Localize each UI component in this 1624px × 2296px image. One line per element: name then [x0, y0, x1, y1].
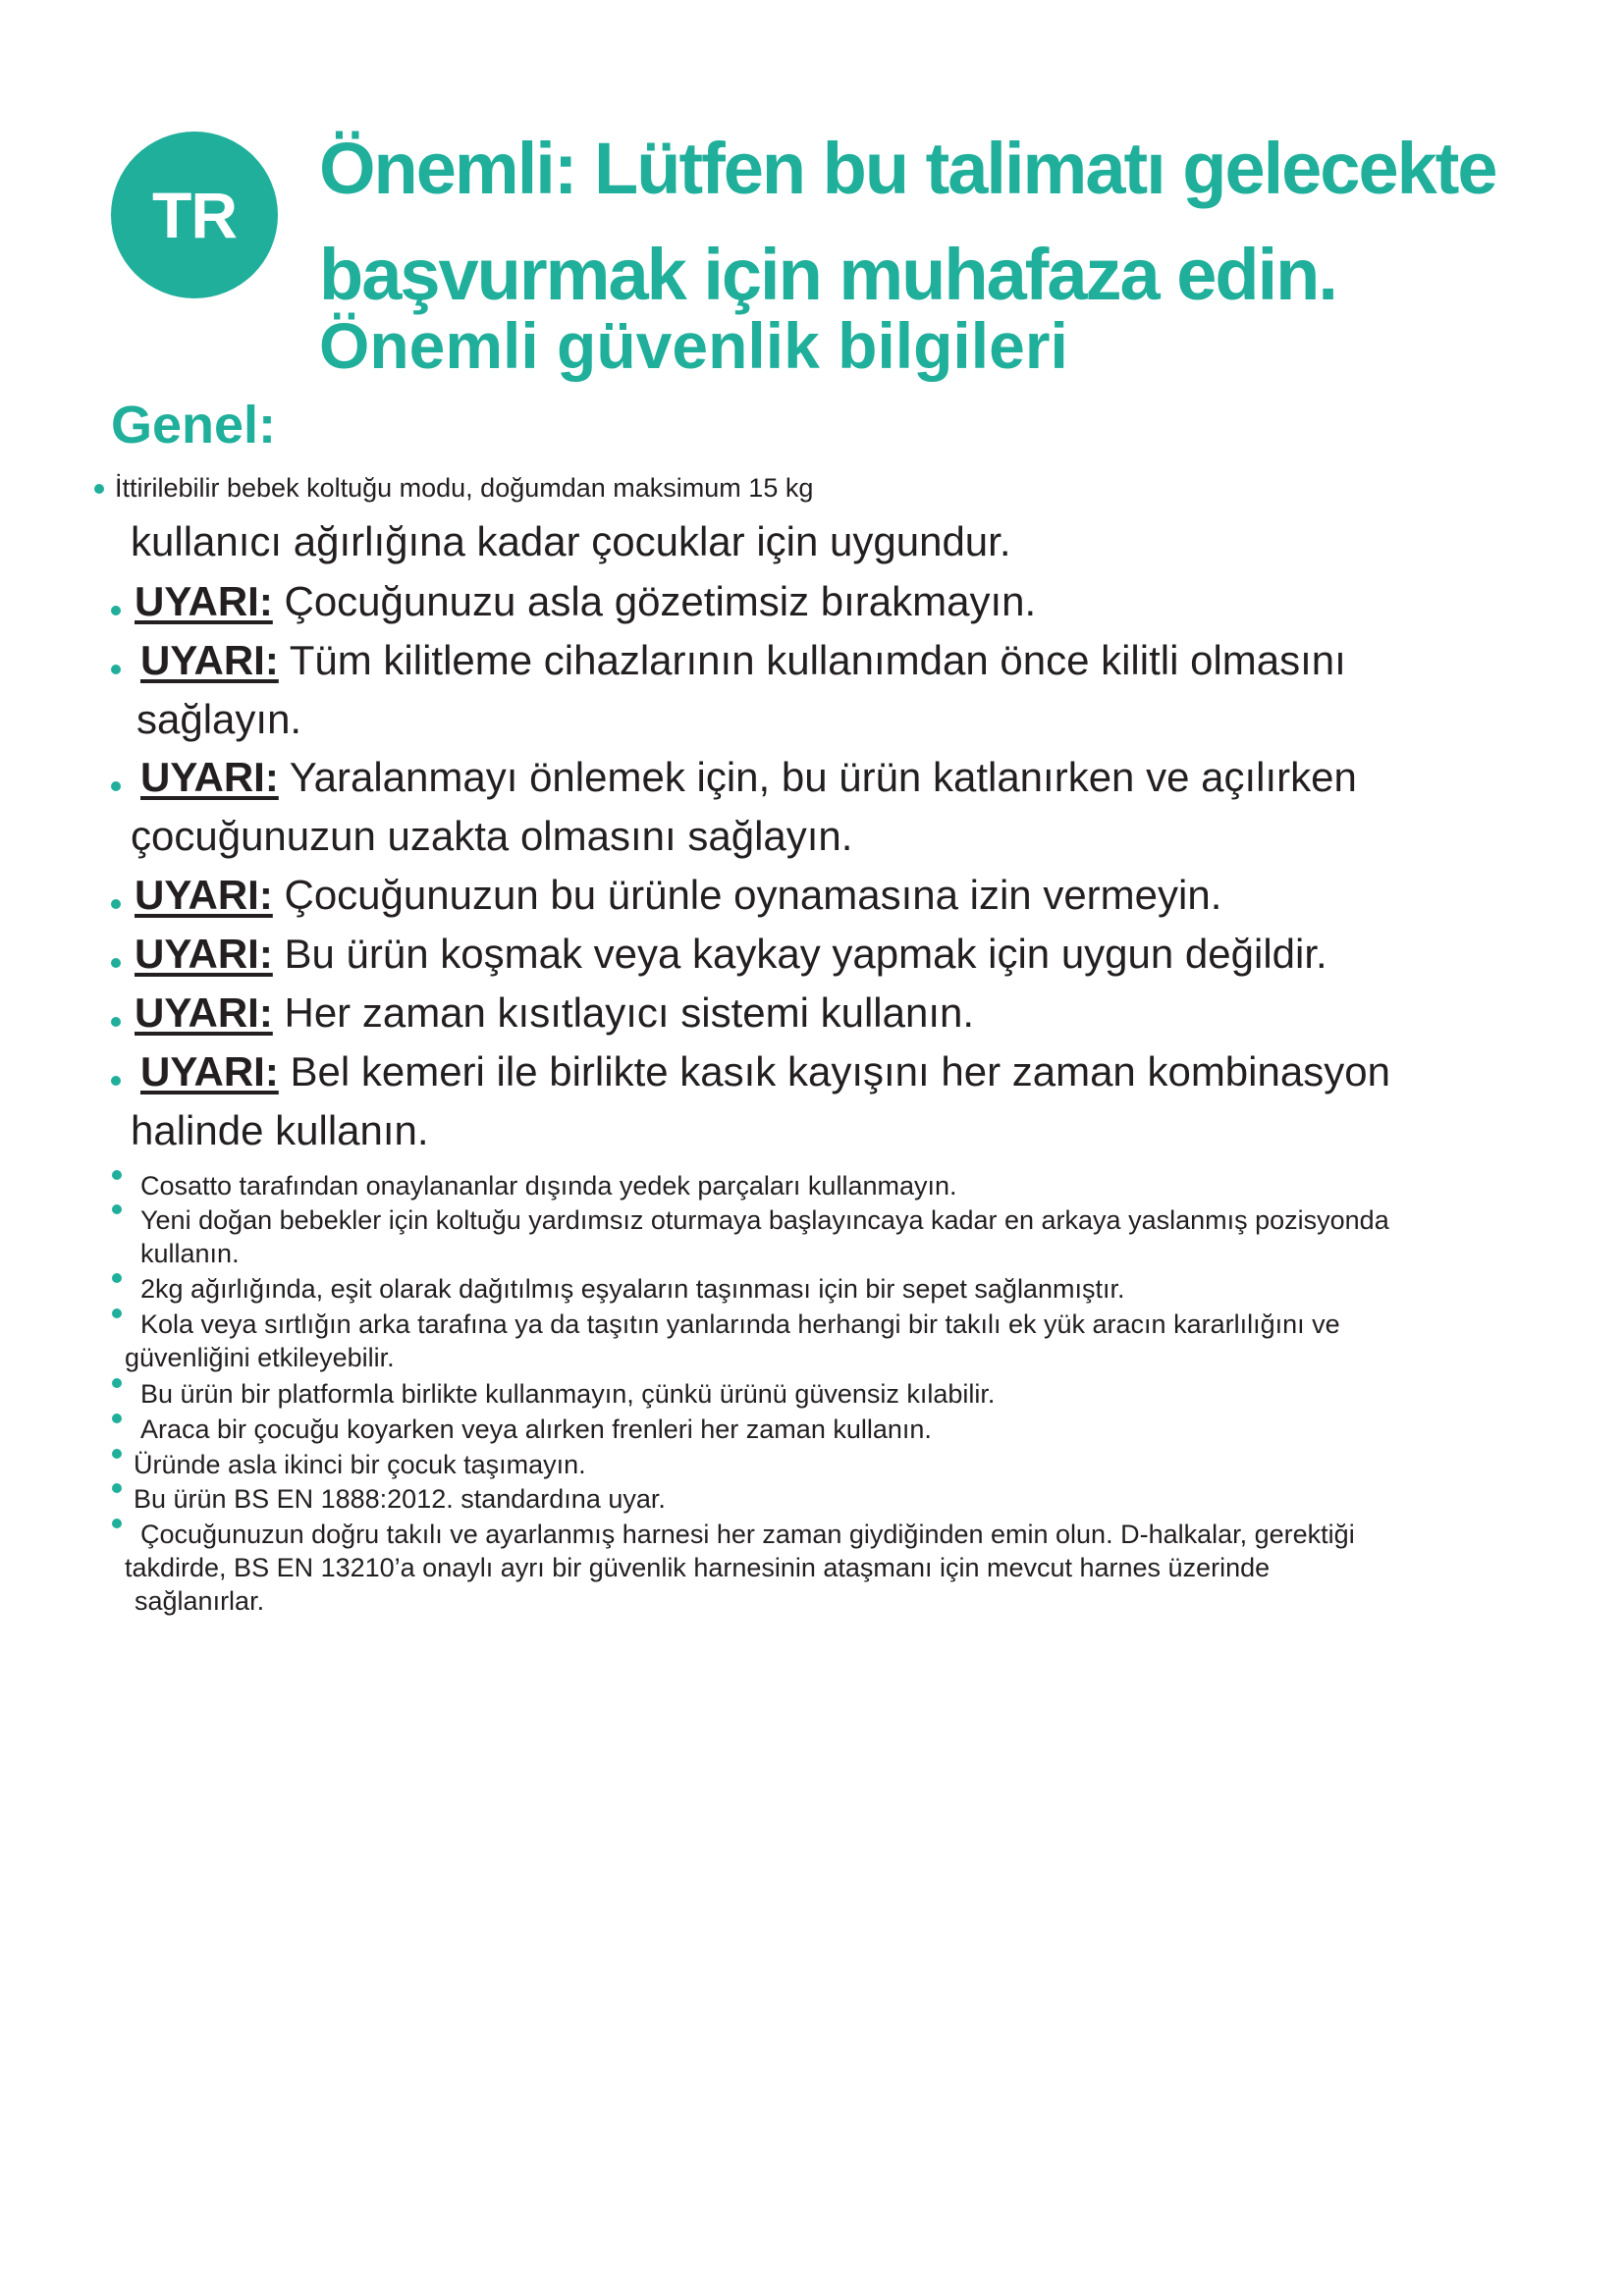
warning-item	[140, 1047, 1390, 1096]
bullet-icon	[112, 1483, 122, 1493]
list-item: Kola veya sırtlığın arka tarafına ya da taşıtın yanlarında herhangi bir takılı ek yük aracın kararlılığını ve	[140, 1309, 1340, 1339]
list-item: Cosatto tarafından onaylananlar dışında yedek parçaları kullanmayın.	[140, 1171, 957, 1201]
list-item: Araca bir çocuğu koyarken veya alırken frenleri her zaman kullanın.	[140, 1415, 932, 1444]
item-1-line-1: İttirilebilir bebek koltuğu modu, doğumdan maksimum 15 kg	[115, 473, 814, 503]
warning-label: UYARI:	[135, 931, 273, 977]
warning-item	[135, 988, 974, 1038]
warning-label: UYARI:	[135, 872, 273, 918]
warning-text-continued: çocuğunuzun uzakta olmasını sağlayın.	[131, 813, 853, 859]
list-item: Bu ürün bir platformla birlikte kullanmayın, çünkü ürünü güvensiz kılabilir.	[140, 1379, 996, 1409]
warning-item	[135, 930, 1327, 979]
bullet-icon	[112, 1204, 122, 1214]
warning-label: UYARI:	[135, 989, 273, 1036]
bullet-icon	[111, 958, 121, 968]
bullet-icon	[112, 1519, 122, 1528]
warning-label: UYARI:	[140, 1048, 279, 1095]
page-title	[319, 116, 1496, 328]
warning-text: Çocuğunuzun bu ürünle oynamasına izin vermeyin.	[284, 872, 1222, 918]
warning-label: UYARI:	[135, 578, 273, 624]
list-item: Bu ürün BS EN 1888:2012. standardına uyar.	[134, 1484, 666, 1514]
bullet-icon	[112, 1170, 122, 1180]
list-item-continued: güvenliğini etkileyebilir.	[125, 1343, 395, 1372]
list-item: Üründe asla ikinci bir çocuk taşımayın.	[134, 1450, 586, 1479]
warning-item	[140, 636, 1346, 685]
warning-text: Yaralanmayı önlemek için, bu ürün katlanırken ve açılırken	[289, 754, 1357, 800]
warning-item	[135, 577, 1036, 626]
bullet-icon	[111, 1017, 121, 1027]
bullet-icon	[112, 1449, 122, 1459]
warning-label: UYARI:	[140, 637, 279, 683]
language-badge: TR	[111, 132, 278, 298]
title-line-1: Önemli: Lütfen bu talimatı gelecekte	[319, 128, 1496, 209]
list-item: 2kg ağırlığında, eşit olarak dağıtılmış eşyaların taşınması için bir sepet sağlanmıştır.	[140, 1274, 1125, 1304]
title-line-2: başvurmak için muhafaza edin.	[319, 234, 1336, 315]
bullet-icon	[111, 606, 121, 615]
item-1-line-2: kullanıcı ağırlığına kadar çocuklar için uygundur.	[131, 518, 1011, 564]
warning-item	[140, 753, 1357, 802]
warning-text: Çocuğunuzu asla gözetimsiz bırakmayın.	[284, 578, 1037, 624]
bullet-icon	[112, 1378, 122, 1388]
list-item-continued: sağlanırlar.	[135, 1586, 265, 1616]
bullet-icon	[112, 1308, 122, 1318]
warning-item	[135, 871, 1221, 920]
page-subtitle: Önemli güvenlik bilgileri	[319, 309, 1068, 382]
list-item: Çocuğunuzun doğru takılı ve ayarlanmış harnesi her zaman giydiğinden emin olun. D-halkalar, gerektiği	[140, 1520, 1355, 1549]
section-title: Genel:	[111, 396, 277, 454]
warning-text-continued: sağlayın.	[136, 696, 302, 742]
bullet-icon	[111, 899, 121, 909]
bullet-icon	[112, 1414, 122, 1423]
warning-text: Bu ürün koşmak veya kaykay yapmak için uygun değildir.	[284, 931, 1327, 977]
bullet-icon	[111, 665, 121, 674]
bullet-icon	[111, 781, 121, 791]
list-item: Yeni doğan bebekler için koltuğu yardımsız oturmaya başlayıncaya kadar en arkaya yaslanmış pozisyonda	[140, 1205, 1389, 1235]
bullet-icon	[112, 1273, 122, 1283]
warning-text: Her zaman kısıtlayıcı sistemi kullanın.	[284, 989, 975, 1036]
warning-label: UYARI:	[140, 754, 279, 800]
list-item-continued: takdirde, BS EN 13210’a onaylı ayrı bir güvenlik harnesinin ataşmanı için mevcut harnes üzerinde	[125, 1553, 1271, 1582]
warning-text-continued: halinde kullanın.	[131, 1107, 429, 1153]
bullet-icon	[111, 1076, 121, 1086]
warning-text: Bel kemeri ile birlikte kasık kayışını her zaman kombinasyon	[290, 1048, 1390, 1095]
list-item-continued: kullanın.	[140, 1239, 240, 1268]
warning-text: Tüm kilitleme cihazlarının kullanımdan önce kilitli olmasını	[289, 637, 1346, 683]
bullet-icon	[94, 484, 104, 494]
